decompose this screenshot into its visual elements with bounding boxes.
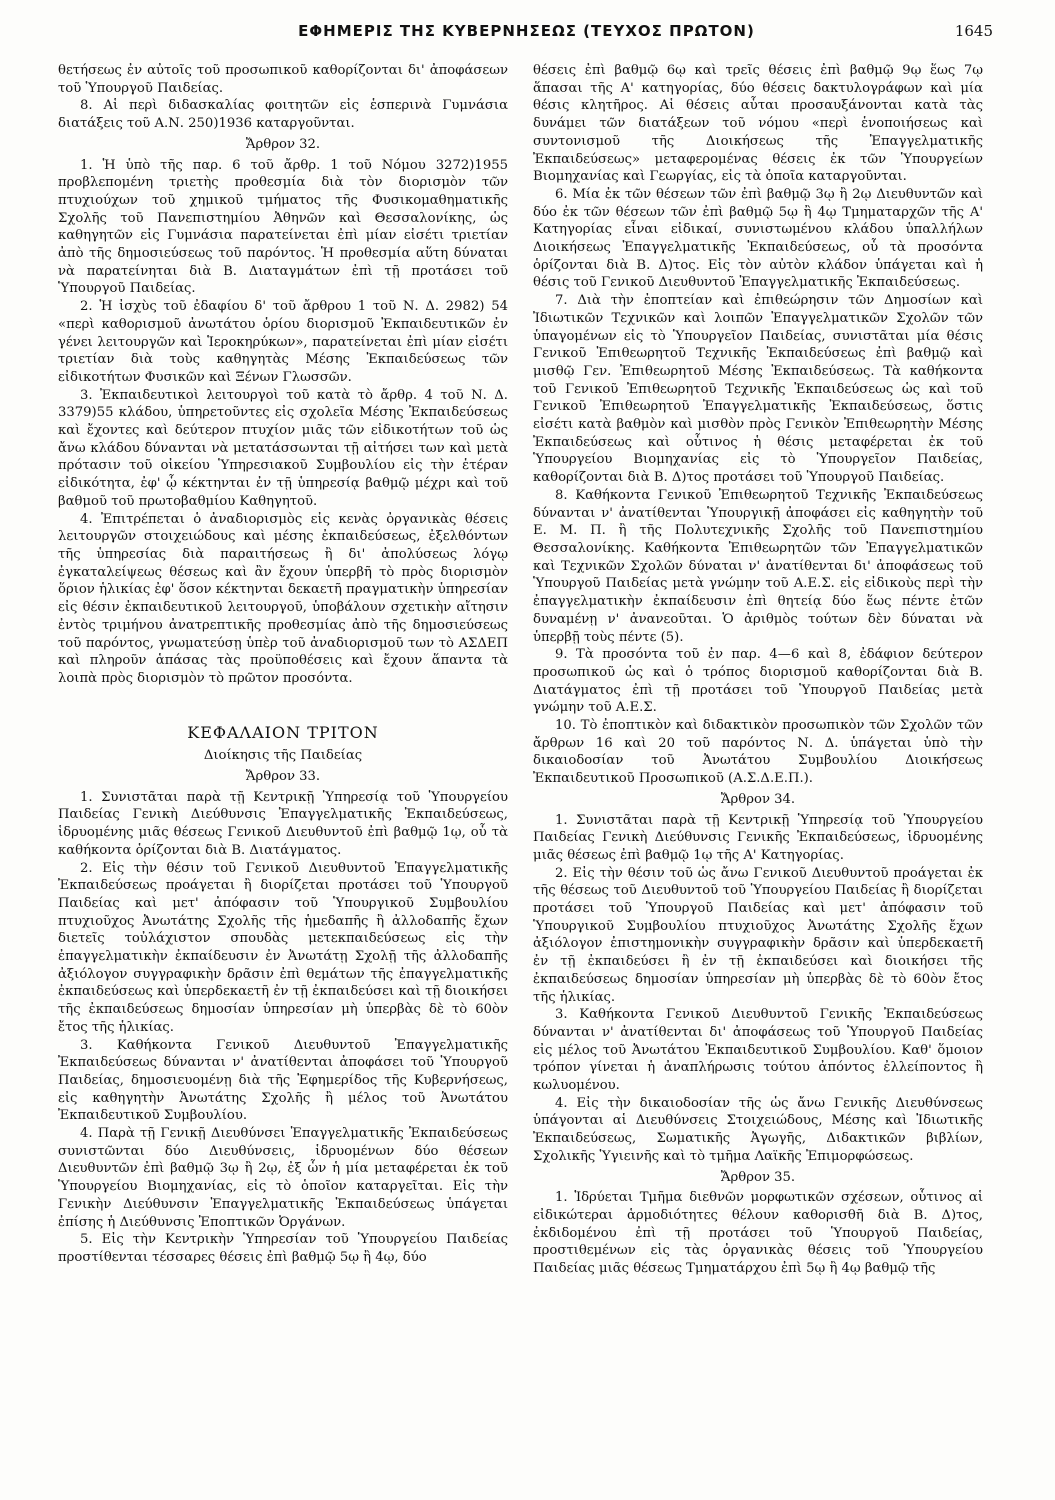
paragraph: 4. Εἰς τὴν δικαιοδοσίαν τῆς ὡς ἄνω Γενικῆς Διευθύνσεως ὑπάγονται αἱ Διευθύνσεις Στοιχειώδους, Μέσης καὶ Ἰδιωτικῆς Ἐκπαιδεύσεως, Σωματικῆς Ἀγωγῆς, Διδακτικῶν βιβλίων, Σχολικῆς Ὑγιεινῆς καὶ τὸ τμῆμα Λαϊκῆς Ἐπιμορφώσεως. — [533, 1095, 983, 1164]
paragraph: θετήσεως ἐν αὐτοῖς τοῦ προσωπικοῦ καθορίζονται δι' ἀποφάσεων τοῦ Ὑπουργοῦ Παιδείας. — [58, 63, 508, 96]
chapter-heading: ΚΕΦΑΛΑΙΟΝ ΤΡΙΤΟΝ — [187, 722, 379, 742]
page-header — [60, 22, 993, 48]
paragraph: 8. Καθήκοντα Γενικοῦ Ἐπιθεωρητοῦ Τεχνικῆς Ἐκπαιδεύσεως δύνανται ν' ἀνατίθενται Ὑπουργικῇ ἀποφάσει εἰς καθηγητὴν τοῦ Ε. Μ. Π. ἢ τῆς Πολυτεχνικῆς Σχολῆς τοῦ Πανεπιστημίου Θεσσαλονίκης. Καθήκοντα Ἐπιθεωρητῶν τῶν Ἐπαγγελματικῶν καὶ Τεχνικῶν Σχολῶν δύναται ν' ἀνατίθενται δι' ἀποφάσεως τοῦ Ὑπουργοῦ Παιδείας μετὰ γνώμην τοῦ Α.Ε.Σ. εἰς εἰδικοὺς περὶ τὴν ἐπαγγελματικὴν ἐκπαίδευσιν ἐπὶ θητείᾳ δύο ἕως πέντε ἐτῶν δυναμένῃ ν' ἀνανεοῦται. Ὁ ἀριθμὸς τούτων δὲν δύναται νὰ ὑπερβῇ τοὺς πέντε (5). — [533, 487, 983, 645]
paragraph: 3. Καθήκοντα Γενικοῦ Διευθυντοῦ Γενικῆς Ἐκπαιδεύσεως δύνανται ν' ἀνατίθενται δι' ἀποφάσεως τοῦ Ὑπουργοῦ Παιδείας εἰς μέλος τοῦ Ἀνωτάτου Ἐκπαιδευτικοῦ Συμβουλίου. Καθ' ὅμοιον τρόπον γίνεται ἡ ἀναπλήρωσις τούτου ἀπόντος ἐλλείποντος ἢ κωλυομένου. — [533, 1007, 983, 1094]
paragraph: 10. Τὸ ἐποπτικὸν καὶ διδακτικὸν προσωπικὸν τῶν Σχολῶν τῶν ἄρθρων 16 καὶ 20 τοῦ παρόντος Ν. Δ. ὑπάγεται ὑπὸ τὴν δικαιοδοσίαν τοῦ Ἀνωτάτου Συμβουλίου Διοικήσεως Ἐκπαιδευτικοῦ Προσωπικοῦ (Α.Σ.Δ.Ε.Π.). — [533, 718, 983, 787]
paragraph: 9. Τὰ προσόντα τοῦ ἐν παρ. 4—6 καὶ 8, ἐδάφιον δεύτερον προσωπικοῦ ὡς καὶ ὁ τρόπος διορισμοῦ καθορίζονται διὰ Β. Διατάγματος ἐπὶ τῇ προτάσει τοῦ Ὑπουργοῦ Παιδείας μετὰ γνώμην τοῦ Α.Ε.Σ. — [533, 647, 983, 716]
paragraph: 1. Συνιστᾶται παρὰ τῇ Κεντρικῇ Ὑπηρεσίᾳ τοῦ Ὑπουργείου Παιδείας Γενικὴ Διεύθυνσις Ἐπαγγελματικῆς Ἐκπαιδεύσεως, ἱδρυομένης μιᾶς θέσεως Γενικοῦ Διευθυντοῦ ἐπὶ βαθμῷ 1ῳ, οὗ τὰ καθήκοντα ὁρίζονται διὰ Β. Διατάγματος. — [58, 789, 508, 858]
paragraph: 2. Ἡ ἰσχὺς τοῦ ἐδαφίου δ' τοῦ ἄρθρου 1 τοῦ Ν. Δ. 2982) 54 «περὶ καθορισμοῦ ἀνωτάτου ὁρίου διορισμοῦ Ἐκπαιδευτικῶν ἐν γένει λειτουργῶν καὶ Ἱεροκηρύκων», παρατείνεται ἐπὶ μίαν εἰσέτι τριετίαν διὰ τοὺς καθηγητὰς Μέσης Ἐκπαιδεύσεως τῶν εἰδικοτήτων Φυσικῶν καὶ Ξένων Γλωσσῶν. — [58, 299, 508, 385]
article-heading: Ἄρθρον 32. — [245, 136, 321, 152]
paragraph: 3. Καθήκοντα Γενικοῦ Διευθυντοῦ Ἐπαγγελματικῆς Ἐκπαιδεύσεως δύνανται ν' ἀνατίθενται ἀποφάσει τοῦ Ὑπουργοῦ Παιδείας, δημοσιευομένῃ διὰ τῆς Ἐφημερίδος τῆς Κυβερνήσεως, εἰς καθηγητὴν Ἀνωτάτης Σχολῆς ἢ μέλος τοῦ Ἀνωτάτου Ἐκπαιδευτικοῦ Συμβουλίου. — [58, 1037, 508, 1124]
paragraph: 2. Εἰς τὴν θέσιν τοῦ Γενικοῦ Διευθυντοῦ Ἐπαγγελματικῆς Ἐκπαιδεύσεως προάγεται ἢ διορίζεται προτάσει τοῦ Ὑπουργοῦ Παιδείας καὶ μετ' ἀπόφασιν τοῦ Ὑπουργικοῦ Συμβουλίου πτυχιοῦχος Ἀνωτάτης Σχολῆς τῆς ἡμεδαπῆς ἢ ἀλλοδαπῆς ἔχων διετεῖς τοὐλάχιστον σπουδὰς μετεκπαιδεύσεως εἰς τὴν ἐπαγγελματικὴν ἐκπαίδευσιν ἐν Ἀνωτάτῃ Σχολῇ τῆς ἀλλοδαπῆς ἀξιόλογον συγγραφικὴν δρᾶσιν ἐπὶ θεμάτων τῆς ἐπαγγελματικῆς ἐκπαιδεύσεως καὶ ὑπερδεκαετῆ ἐν τῇ ἐκπαιδεύσει καὶ τῇ διοικήσει τῆς ἐκπαιδεύσεως δημοσίαν ὑπηρεσίαν μὴ ὑπερβὰς δὲ τὸ 60ὸν ἔτος τῆς ἡλικίας. — [58, 860, 508, 1035]
paragraph: 7. Διὰ τὴν ἐποπτείαν καὶ ἐπιθεώρησιν τῶν Δημοσίων καὶ Ἰδιωτικῶν Τεχνικῶν καὶ λοιπῶν Ἐπαγγελματικῶν Σχολῶν τῶν ὑπαγομένων εἰς τὸ Ὑπουργεῖον Παιδείας, συνιστᾶται μία θέσις Γενικοῦ Ἐπιθεωρητοῦ Τεχνικῆς Ἐκπαιδεύσεως ἐπὶ βαθμῷ καὶ μισθῷ Γεν. Ἐπιθεωρητοῦ Μέσης Ἐκπαιδεύσεως. Τὰ καθήκοντα τοῦ Γενικοῦ Ἐπιθεωρητοῦ Τεχνικῆς Ἐκπαιδεύσεως ὡς καὶ τοῦ Γενικοῦ Ἐπιθεωρητοῦ Ἐπαγγελματικῆς Ἐκπαιδεύσεως, ὅστις εἰσέτι κατὰ βαθμὸν καὶ μισθὸν πρὸς Γενικὸν Ἐπιθεωρητὴν Μέσης Ἐκπαιδεύσεως καὶ οὗτινος ἡ θέσις μεταφέρεται ἐκ τοῦ Ὑπουργείου Βιομηχανίας εἰς τὸ Ὑπουργεῖον Παιδείας, καθορίζονται διὰ Β. Δ)τος προτάσει τοῦ Ὑπουργοῦ Παιδείας. — [533, 293, 983, 486]
paragraph: 8. Αἱ περὶ διδασκαλίας φοιτητῶν εἰς ἑσπερινὰ Γυμνάσια διατάξεις τοῦ Α.Ν. 250)1936 καταργοῦνται. — [58, 98, 508, 132]
paragraph: 3. Ἐκπαιδευτικοὶ λειτουργοὶ τοῦ κατὰ τὸ ἄρθρ. 4 τοῦ Ν. Δ. 3379)55 κλάδου, ὑπηρετοῦντες εἰς σχολεῖα Μέσης Ἐκπαιδεύσεως καὶ ἔχοντες καὶ δεύτερον πτυχίον μιᾶς τῶν εἰδικοτήτων τοῦ ὡς ἄνω κλάδου δύνανται νὰ μετατάσσωνται τῇ αἰτήσει των καὶ μετὰ πρότασιν τοῦ οἰκείου Ὑπηρεσιακοῦ Συμβουλίου εἰς τὴν ἑτέραν εἰδικότητα, ἐφ' ᾧ κέκτηνται ἐν τῇ ὑπηρεσίᾳ βαθμῷ μέχρι καὶ τοῦ βαθμοῦ τοῦ πρωτοβαθμίου Καθηγητοῦ. — [58, 387, 508, 509]
paragraph: 1. Ἡ ὑπὸ τῆς παρ. 6 τοῦ ἄρθρ. 1 τοῦ Νόμου 3272)1955 προβλεπομένη τριετὴς προθεσμία διὰ τὸν διορισμὸν τῶν πτυχιούχων τοῦ χημικοῦ τμήματος τῆς Φυσικομαθηματικῆς Σχολῆς τοῦ Πανεπιστημίου Ἀθηνῶν καὶ Θεσσαλονίκης, ὡς καθηγητῶν εἰς Γυμνάσια παρατείνεται ἐπὶ μίαν εἰσέτι τριετίαν ἀπὸ τῆς δημοσιεύσεως τοῦ παρόντος. Ἡ προθεσμία αὕτη δύναται νὰ παρατείνηται διὰ Β. Διαταγμάτων ἐπὶ τῇ προτάσει τοῦ Ὑπουργοῦ Παιδείας. — [58, 157, 508, 297]
paragraph: 1. Ἱδρύεται Τμῆμα διεθνῶν μορφωτικῶν σχέσεων, οὗτινος αἱ εἰδικώτεραι ἁρμοδιότητες θέλουν καθορισθῆ διὰ Β. Δ)τος, ἐκδιδομένου ἐπὶ τῇ προτάσει τοῦ Ὑπουργοῦ Παιδείας, προστιθεμένων εἰς τὰς ὀργανικὰς θέσεις τοῦ Ὑπουργείου Παιδείας μιᾶς θέσεως Τμηματάρχου ἐπὶ 5ῳ ἢ 4ῳ βαθμῷ τῆς — [533, 1190, 983, 1277]
paragraph: 1. Συνιστᾶται παρὰ τῇ Κεντρικῇ Ὑπηρεσίᾳ τοῦ Ὑπουργείου Παιδείας Γενικὴ Διεύθυνσις Γενικῆς Ἐκπαιδεύσεως, ἱδρυομένης μιᾶς θέσεως ἐπὶ βαθμῷ 1ῳ τῆς Α' Κατηγορίας. — [533, 812, 983, 863]
paragraph: 6. Μία ἐκ τῶν θέσεων τῶν ἐπὶ βαθμῷ 3ῳ ἢ 2ῳ Διευθυντῶν καὶ δύο ἐκ τῶν θέσεων τῶν ἐπὶ βαθμῷ 5ῳ ἢ 4ῳ Τμηματαρχῶν τῆς Α' Κατηγορίας εἶναι εἰδικαί, συνιστωμένου κλάδου ὑπαλλήλων Διοικήσεως Ἐπαγγελματικῆς Ἐκπαιδεύσεως, οὗ τὰ προσόντα ὁρίζονται διὰ Β. Δ)τος. Εἰς τὸν αὐτὸν κλάδον ὑπάγεται καὶ ἡ θέσις τοῦ Γενικοῦ Διευθυντοῦ Ἐπαγγελματικῆς Ἐκπαιδεύσεως. — [533, 186, 983, 291]
paragraph: θέσεις ἐπὶ βαθμῷ 6ῳ καὶ τρεῖς θέσεις ἐπὶ βαθμῷ 9ῳ ἕως 7ῳ ἅπασαι τῆς Α' κατηγορίας, δύο θέσεις δακτυλογράφων καὶ μία θέσις κλητῆρος. Αἱ θέσεις αὗται προσαυξάνονται κατὰ τὰς δυνάμει τῶν διατάξεων τοῦ νόμου «περὶ ἑνοποιήσεως καὶ συντονισμοῦ τῆς Διοικήσεως τῆς Ἐπαγγελματικῆς Ἐκπαιδεύσεως» μεταφερομένας θέσεις ἐκ τῶν Ὑπουργείων Βιομηχανίας καὶ Γεωργίας, εἰς τὰ ὁποῖα καταργοῦνται. — [533, 63, 983, 185]
paragraph: 5. Εἰς τὴν Κεντρικὴν Ὑπηρεσίαν τοῦ Ὑπουργείου Παιδείας προστίθενται τέσσαρες θέσεις ἐπὶ βαθμῷ 5ῳ ἢ 4ῳ, δύο — [58, 1232, 508, 1265]
right-column — [533, 62, 983, 1278]
article-heading: Ἄρθρον 33. — [245, 769, 321, 785]
chapter-subtitle: Διοίκησις τῆς Παιδείας — [203, 748, 363, 764]
gazette-title: ΕΦΗΜΕΡΙΣ ΤΗΣ ΚΥΒΕΡΝΗΣΕΩΣ (ΤΕΥΧΟΣ ΠΡΩΤΟΝ) — [298, 22, 755, 40]
page-number: 1645 — [954, 22, 993, 40]
left-column — [58, 62, 508, 1267]
article-heading: Ἄρθρον 34. — [720, 791, 796, 807]
article-heading: Ἄρθρον 35. — [720, 1169, 796, 1185]
paragraph: 4. Παρὰ τῇ Γενικῇ Διευθύνσει Ἐπαγγελματικῆς Ἐκπαιδεύσεως συνιστῶνται δύο Διευθύνσεις, ἱδρυομένων δύο θέσεων Διευθυντῶν ἐπὶ βαθμῷ 3ῳ ἢ 2ῳ, ἐξ ὧν ἡ μία μεταφέρεται ἐκ τοῦ Ὑπουργείου Βιομηχανίας, εἰς τὸ ὁποῖον καταργεῖται. Εἰς τὴν Γενικὴν Διεύθυνσιν Ἐπαγγελματικῆς Ἐκπαιδεύσεως ὑπάγεται ἐπίσης ἡ Διεύθυνσις Ἐποπτικῶν Ὀργάνων. — [58, 1126, 508, 1230]
paragraph: 2. Εἰς τὴν θέσιν τοῦ ὡς ἄνω Γενικοῦ Διευθυντοῦ προάγεται ἐκ τῆς θέσεως τοῦ Διευθυντοῦ τοῦ Ὑπουργείου Παιδείας ἢ διορίζεται προτάσει τοῦ Ὑπουργοῦ Παιδείας καὶ μετ' ἀπόφασιν τοῦ Ὑπουργικοῦ Συμβουλίου πτυχιοῦχος Ἀνωτάτης Σχολῆς ἔχων ἀξιόλογον ἐπιστημονικὴν συγγραφικὴν δρᾶσιν καὶ ὑπερδεκαετῆ ἐν τῇ ἐκπαιδεύσει ἢ ἐν τῇ ἐκπαιδεύσει καὶ διοικήσει τῆς ἐκπαιδεύσεως δημοσίαν ὑπηρεσίαν μὴ ὑπερβὰς δὲ τὸ 60ὸν ἔτος τῆς ἡλικίας. — [533, 865, 983, 1005]
paragraph: 4. Ἐπιτρέπεται ὁ ἀναδιορισμὸς εἰς κενὰς ὀργανικὰς θέσεις λειτουργῶν στοιχειώδους καὶ μέσης ἐκπαιδεύσεως, ἐξελθόντων τῆς ὑπηρεσίας διὰ παραιτήσεως ἢ δι' ἀπολύσεως λόγῳ ἐγκαταλείψεως θέσεως καὶ ἂν ἔχουν ὑπερβῆ τὸ πρὸς διορισμὸν ὅριον ἡλικίας ἐφ' ὅσον κέκτηνται δεκαετῆ πραγματικὴν ὑπηρεσίαν εἰς θέσιν ἐκπαιδευτικοῦ λειτουργοῦ, ὑποβάλουν σχετικὴν αἴτησιν ἐντὸς τριμήνου ἀνατρεπτικῆς προθεσμίας ἀπὸ τῆς δημοσιεύσεως τοῦ παρόντος, γνωματεύσῃ ὑπὲρ τοῦ ἀναδιορισμοῦ των τὸ ΑΣΔΕΠ καὶ πληροῦν ἁπάσας τὰς προϋποθέσεις καὶ ἔχουν ἅπαντα τὰ λοιπὰ πρὸς διορισμὸν τὸ πρῶτον προσόντα. — [58, 511, 508, 686]
